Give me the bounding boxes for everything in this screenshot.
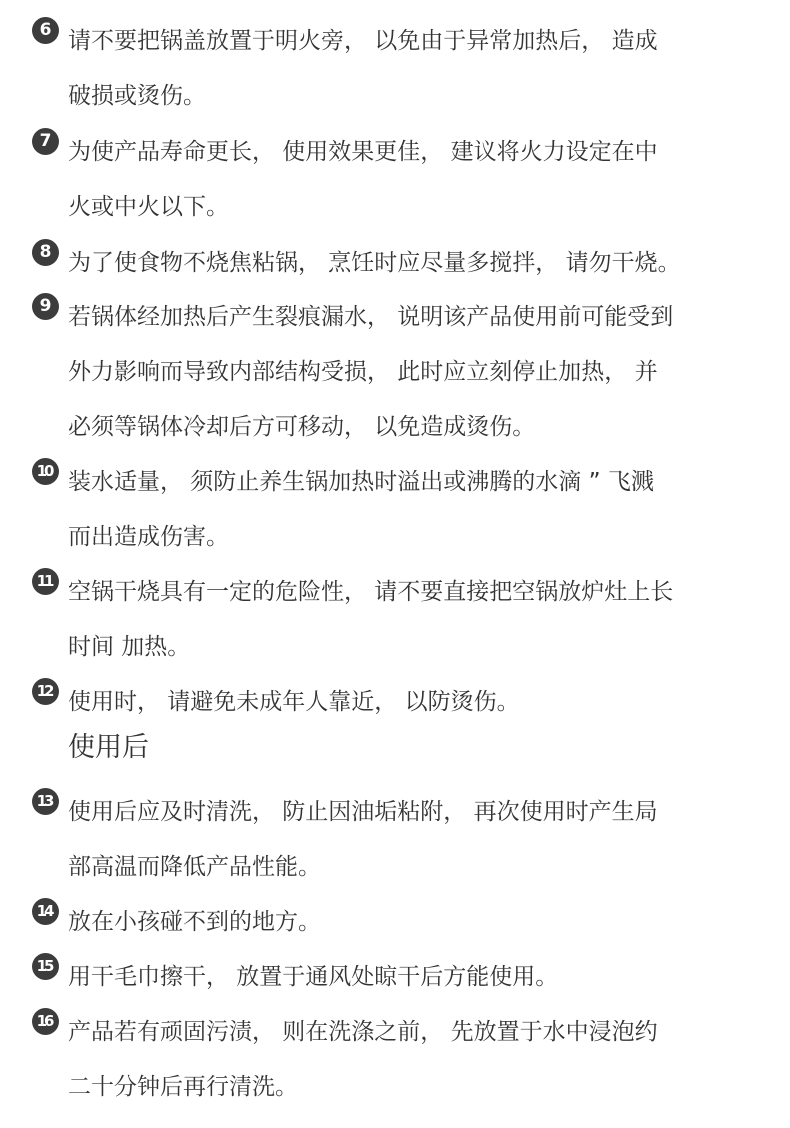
item-text	[68, 455, 758, 565]
item-number-badge: 13	[32, 788, 59, 815]
item-text-line: 空锅干烧具有一定的危险性， 请不要直接把空锅放炉灶上长	[68, 579, 674, 605]
item-text	[68, 565, 758, 675]
item-text	[68, 1005, 758, 1115]
item-text-line: 时间 加热。	[68, 634, 191, 660]
item-text-line: 二十分钟后再行清洗。	[68, 1074, 298, 1100]
section-heading: 使用后	[68, 732, 149, 763]
item-text-line: 火或中火以下。	[68, 194, 229, 220]
item-text	[68, 125, 758, 235]
item-number-badge: 6	[32, 17, 59, 44]
item-text-line: 装水适量， 须防止养生锅加热时溢出或沸腾的水滴 ” 飞溅	[68, 469, 654, 495]
item-text-line: 若锅体经加热后产生裂痕漏水， 说明该产品使用前可能受到	[68, 304, 674, 330]
item-text	[68, 675, 758, 730]
item-text	[68, 895, 758, 950]
item-text-line: 外力影响而导致内部结构受损， 此时应立刻停止加热， 并	[68, 359, 658, 385]
item-text-line: 破损或烫伤。	[68, 83, 206, 109]
item-number-badge: 14	[32, 898, 59, 925]
item-number-badge: 12	[32, 678, 59, 705]
item-text	[68, 950, 758, 1005]
item-text-line: 产品若有顽固污渍， 则在洗涤之前， 先放置于水中浸泡约	[68, 1019, 658, 1045]
item-text-line: 放在小孩碰不到的地方。	[68, 909, 321, 935]
item-number-badge: 9	[32, 293, 59, 320]
item-text-line: 使用后应及时清洗， 防止因油垢粘附， 再次使用时产生局	[68, 799, 658, 825]
item-number-badge: 10	[32, 458, 59, 485]
item-text-line: 为使产品寿命更长， 使用效果更佳， 建议将火力设定在中	[68, 139, 658, 165]
item-text	[68, 290, 758, 455]
item-number-badge: 15	[32, 953, 59, 980]
item-number-badge: 16	[32, 1008, 59, 1035]
item-number-badge: 7	[32, 128, 59, 155]
item-text-line: 用干毛巾擦干， 放置于通风处晾干后方能使用。	[68, 964, 559, 990]
item-text	[68, 785, 758, 895]
item-text	[68, 236, 758, 291]
item-text-line: 使用时， 请避免未成年人靠近， 以防烫伤。	[68, 689, 520, 715]
item-text-line: 必须等锅体冷却后方可移动， 以免造成烫伤。	[68, 414, 536, 440]
item-text-line: 请不要把锅盖放置于明火旁， 以免由于异常加热后， 造成	[68, 28, 658, 54]
item-number-badge: 11	[32, 568, 59, 595]
item-number-badge: 8	[32, 239, 59, 266]
item-text-line: 部高温而降低产品性能。	[68, 854, 321, 880]
item-text-line: 而出造成伤害。	[68, 524, 229, 550]
item-text	[68, 14, 758, 124]
item-text-line: 为了使食物不烧焦粘锅， 烹饪时应尽量多搅拌， 请勿干烧。	[68, 250, 681, 276]
